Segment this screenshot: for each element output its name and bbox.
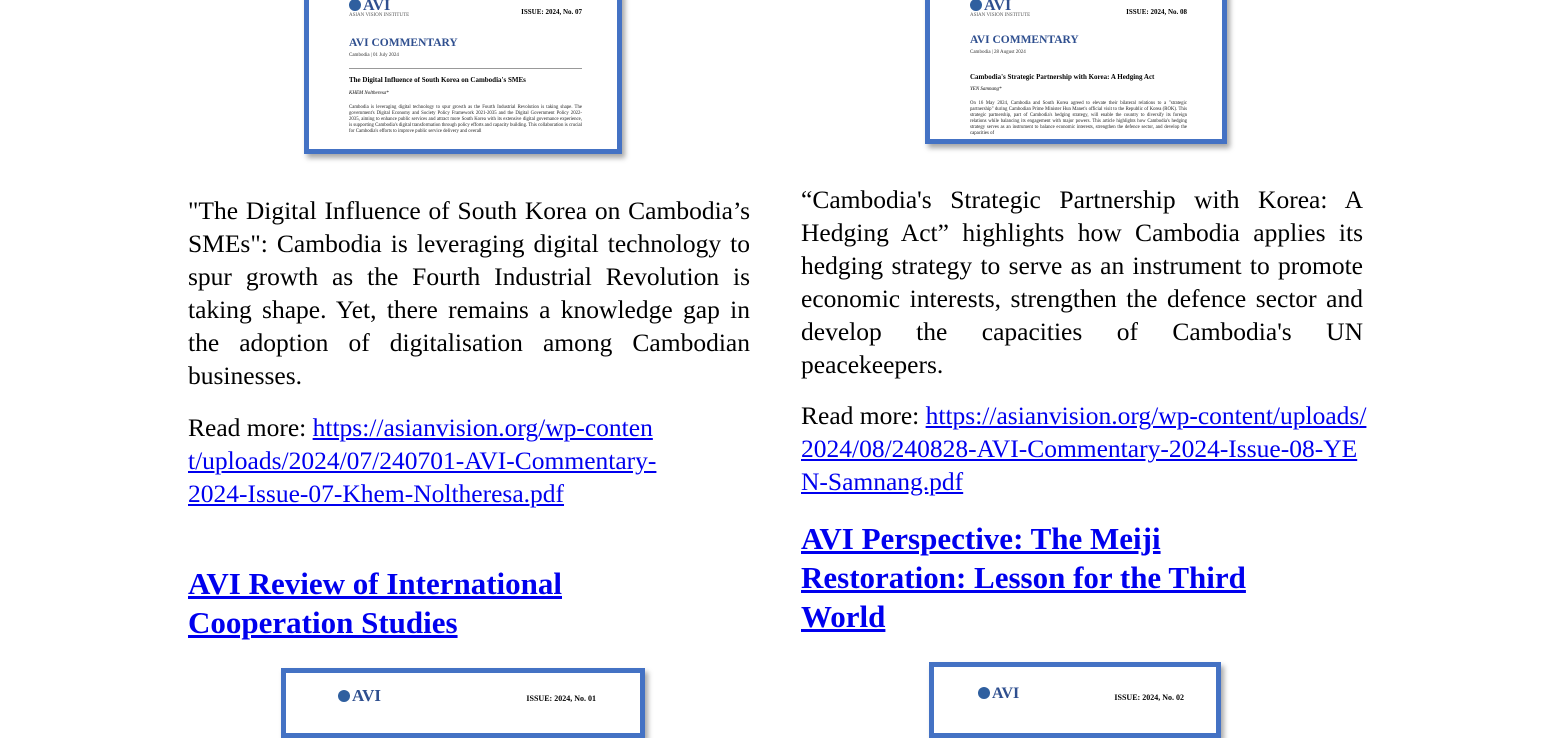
issue-number: ISSUE: 2024, No. 01 [526, 694, 596, 703]
commentary-08-thumbnail[interactable] [925, 0, 1227, 144]
commentary-07-summary: "The Digital Influence of South Korea on Cambodia’s SMEs": Cambodia is leveraging digital technology to spur growth as the Fourth Industrial Revolution is taking shape. Yet, there remains a knowledge gap in the adoption of digitalisation among Cambodian businesses. [188, 196, 750, 390]
review-of-international-cooperation-heading [188, 564, 658, 642]
issue-number: ISSUE: 2024, No. 02 [1114, 693, 1184, 702]
globe-icon [970, 0, 982, 11]
commentary-07-thumbnail[interactable] [304, 0, 622, 154]
issue-number: ISSUE: 2024, No. 07 [521, 8, 582, 16]
thumbnail-body: On 16 May 2024, Cambodia and South Korea agreed to elevate their bilateral relations to a "strategic partnership" during Cambodian Prime Minister Hun Manet's official visit to the Republic of Korea (ROK). This strategic partnership, part of Cambodia's hedging strategy, will enable the country to diversify its foreign relations while balancing its engagement with major powers. This article highlights how Cambodia's hedging strategy serves as an instrument to balance economic interests, strengthen the defence sector, and develop the capacities of [970, 101, 1187, 136]
divider [349, 68, 582, 69]
read-more-08 [801, 399, 1371, 498]
issue-number: ISSUE: 2024, No. 08 [1126, 8, 1187, 16]
thumbnail-heading: Cambodia's Strategic Partnership with Korea: A Hedging Act [970, 73, 1155, 81]
commentary-08-link[interactable]: https://asianvision.org/wp-content/uploads/2024/08/240828-AVI-Commentary-2024-Issue-08-YEN-Samnang.pdf [801, 401, 1367, 496]
meiji-restoration-link[interactable]: AVI Perspective: The Meiji Restoration: Lesson for the Third World [801, 521, 1246, 634]
thumbnail-title: AVI COMMENTARY [349, 37, 458, 49]
avi-logo: AVI [338, 686, 381, 706]
globe-icon [338, 690, 350, 702]
review-of-international-cooperation-link[interactable]: AVI Review of International Cooperation Studies [188, 566, 562, 640]
thumbnail-author: KHEM Noltheresa* [349, 91, 389, 96]
avi-logo: AVI [978, 685, 1019, 703]
read-more-label: Read more: [801, 401, 926, 430]
avi-logo: AVI ASIAN VISION INSTITUTE [970, 0, 1031, 18]
thumbnail-title: AVI COMMENTARY [970, 34, 1079, 46]
commentary-08-summary: “Cambodia's Strategic Partnership with Korea: A Hedging Act” highlights how Cambodia applies its hedging strategy to serve as an instrument to promote economic interests, strengthen the defence sector and develop the capacities of Cambodia's UN peacekeepers. [801, 185, 1363, 379]
thumbnail-author: YEN Samnang* [970, 87, 1002, 92]
thumbnail-heading: The Digital Influence of South Korea on Cambodia's SMEs [349, 76, 526, 84]
meiji-restoration-heading [801, 519, 1321, 636]
avi-logo: AVI ASIAN VISION INSTITUTE [349, 0, 410, 18]
review-issue-01-thumbnail[interactable] [281, 668, 645, 738]
perspective-issue-02-thumbnail[interactable] [929, 662, 1221, 738]
thumbnail-body: Cambodia is leveraging digital technology to spur growth as the Fourth Industrial Revolution is taking shape. The government's Digital Economy and Society Policy Framework 2021-2035 and the Digital Government Policy 2022-2035, aiming to enhance public services and attract more South Korea with its extensive digital governance experience, is supporting Cambodia's digital transformation through policy efforts and capacity building. This collaboration is crucial for Cambodia's efforts to improve public service delivery and overall [349, 105, 582, 134]
read-more-07 [188, 411, 658, 510]
thumbnail-date: Cambodia | 01 July 2024 [349, 53, 399, 58]
globe-icon [978, 687, 990, 699]
thumbnail-date: Cambodia | 28 August 2024 [970, 50, 1026, 55]
read-more-label: Read more: [188, 413, 313, 442]
commentary-07-link[interactable]: https://asianvision.org/wp-content/uploads/2024/07/240701-AVI-Commentary-2024-Issue-07-Khem-Noltheresa.pdf [188, 413, 657, 508]
globe-icon [349, 0, 361, 11]
